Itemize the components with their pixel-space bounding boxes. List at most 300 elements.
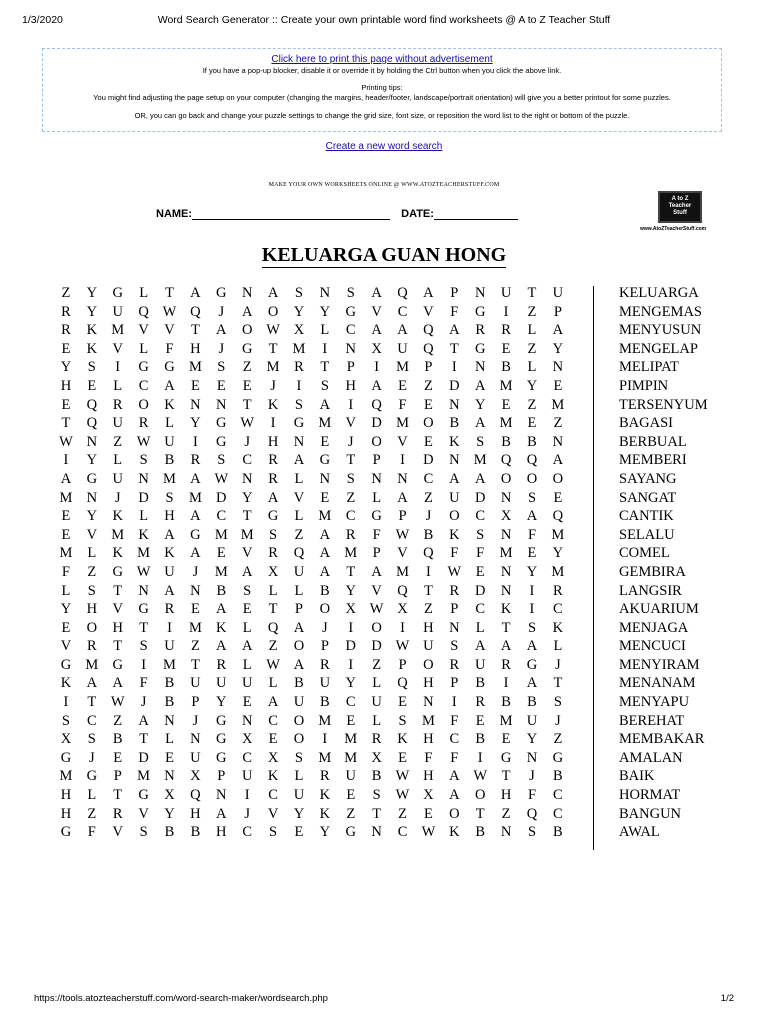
grid-row (53, 600, 571, 619)
grid-letter: G (112, 656, 123, 673)
grid-letter: H (423, 731, 434, 748)
grid-letter: H (216, 824, 227, 841)
grid-letter: H (112, 619, 123, 636)
grid-letter: L (475, 619, 485, 636)
grid-letter: C (242, 452, 253, 469)
grid-letter: O (449, 805, 460, 822)
word-list-item: MENGEMAS (619, 303, 702, 320)
grid-letter: T (501, 768, 511, 785)
grid-letter: I (270, 415, 276, 432)
grid-letter: N (293, 433, 305, 450)
word-list-item: AMALAN (619, 749, 683, 766)
grid-letter: E (268, 731, 278, 748)
grid-letter: T (553, 675, 563, 692)
grid-letter: Y (526, 563, 538, 580)
grid-letter: Y (86, 508, 98, 525)
grid-letter: Y (164, 805, 175, 822)
grid-row (53, 823, 571, 842)
grid-letter: R (268, 470, 278, 487)
name-date-row (156, 208, 526, 220)
grid-letter: K (112, 508, 123, 525)
grid-row (53, 693, 571, 712)
grid-letter: U (241, 768, 253, 785)
grid-letter: Q (293, 545, 305, 562)
grid-letter: S (476, 526, 485, 543)
grid-row (53, 433, 571, 452)
grid-letter: T (268, 601, 278, 618)
grid-letter: N (371, 824, 382, 841)
grid-letter: Z (423, 377, 433, 394)
grid-letter: N (216, 787, 227, 804)
grid-letter: B (553, 824, 563, 841)
grid-letter: M (292, 340, 306, 357)
grid-letter: A (241, 563, 253, 580)
grid-letter: S (294, 396, 303, 413)
footer-url: https://tools.atozteacherstuff.com/word-search-maker/wordsearch.php (34, 993, 328, 1004)
grid-letter: O (371, 619, 382, 636)
grid-letter: G (138, 787, 149, 804)
grid-letter: G (345, 824, 356, 841)
grid-letter: N (319, 470, 331, 487)
grid-letter: R (112, 396, 123, 413)
grid-letter: R (61, 322, 71, 339)
grid-letter: C (138, 377, 149, 394)
puzzle-title-text: KELUARGA GUAN HONG (261, 244, 507, 266)
grid-letter: W (395, 638, 410, 655)
word-list-item: TERSENYUM (619, 396, 708, 413)
grid-letter: L (139, 285, 149, 301)
grid-letter: S (217, 359, 226, 376)
grid-letter: G (164, 359, 175, 376)
word-list-item: MEMBAKAR (619, 731, 705, 748)
grid-letter: W (395, 787, 410, 804)
grid-letter: G (60, 824, 72, 841)
grid-row (53, 730, 571, 749)
grid-letter: B (320, 694, 330, 711)
grid-letter: A (293, 619, 305, 636)
grid-letter: A (293, 656, 305, 673)
grid-letter: A (86, 675, 98, 692)
grid-letter: S (165, 489, 174, 506)
grid-letter: S (527, 489, 537, 506)
grid-letter: Q (397, 285, 408, 301)
grid-row (53, 805, 571, 824)
grid-letter: M (396, 415, 409, 432)
grid-letter: V (138, 322, 149, 339)
grid-letter: W (162, 303, 177, 320)
grid-letter: A (526, 675, 538, 692)
grid-letter: J (192, 563, 199, 580)
grid-letter: G (345, 303, 356, 320)
grid-letter: W (395, 526, 410, 543)
grid-letter: F (61, 563, 70, 580)
grid-letter: Y (190, 415, 201, 432)
grid-letter: P (450, 675, 459, 692)
grid-letter: A (190, 470, 201, 487)
create-new-word-search-link[interactable] (0, 141, 768, 152)
grid-letter: H (423, 675, 434, 692)
grid-letter: U (112, 303, 123, 320)
grid-letter: H (60, 377, 72, 394)
grid-letter: M (137, 768, 151, 785)
grid-letter: C (397, 303, 408, 320)
word-list-item: PIMPIN (619, 377, 669, 394)
grid-letter: W (110, 694, 125, 711)
grid-letter: A (267, 694, 279, 711)
grid-letter: L (527, 322, 537, 339)
print-without-ads-link[interactable]: Click here to print this page without advertisement (271, 54, 493, 65)
grid-letter: U (164, 433, 175, 450)
grid-row (53, 637, 571, 656)
grid-letter: A (449, 470, 460, 487)
grid-letter: S (476, 433, 485, 450)
grid-letter: E (501, 731, 511, 748)
grid-letter: Z (501, 805, 511, 822)
grid-letter: Z (268, 638, 278, 655)
grid-letter: T (190, 322, 200, 339)
grid-letter: M (499, 545, 513, 562)
grid-letter: E (475, 563, 485, 580)
grid-letter: G (241, 340, 253, 357)
grid-letter: A (371, 563, 382, 580)
grid-letter: E (61, 340, 71, 357)
grid-letter: U (500, 285, 512, 301)
grid-letter: M (111, 322, 125, 339)
grid-letter: Z (87, 805, 97, 822)
grid-letter: J (555, 712, 561, 729)
grid-letter: L (268, 582, 278, 599)
grid-letter: F (398, 396, 407, 413)
grid-letter: C (242, 749, 253, 766)
word-list-item: BAIK (619, 768, 655, 785)
grid-letter: V (112, 340, 123, 357)
grid-letter: A (552, 322, 564, 339)
grid-letter: T (346, 563, 356, 580)
grid-letter: B (164, 452, 175, 469)
grid-letter: F (450, 712, 459, 729)
grid-letter: R (501, 656, 511, 673)
grid-letter: B (527, 694, 537, 711)
grid-letter: G (86, 768, 98, 785)
word-list-item: KELUARGA (619, 285, 699, 301)
word-list-item: AWAL (619, 824, 660, 841)
grid-letter: G (138, 601, 149, 618)
grid-letter: C (268, 787, 278, 804)
grid-letter: N (500, 563, 512, 580)
grid-letter: X (500, 508, 512, 525)
grid-letter: Z (553, 731, 563, 748)
grid-letter: H (423, 768, 434, 785)
grid-letter: W (369, 601, 384, 618)
grid-letter: M (266, 359, 280, 376)
grid-letter: E (527, 415, 537, 432)
grid-letter: F (527, 787, 537, 804)
grid-letter: M (111, 526, 125, 543)
grid-letter: Y (216, 694, 227, 711)
grid-letter: S (139, 638, 148, 655)
name-label: NAME: (156, 208, 193, 220)
grid-letter: U (397, 340, 408, 357)
grid-letter: E (61, 508, 71, 525)
grid-letter: M (499, 712, 513, 729)
grid-letter: H (267, 433, 279, 450)
grid-letter: I (529, 601, 535, 618)
grid-letter: B (475, 731, 486, 748)
grid-letter: A (164, 582, 175, 599)
printing-tips-text: You might find adjusting the page setup on your computer (changing the margins, header/footer, landscape/portrait orientation) will give you a better printout for some puzzles. (93, 93, 671, 102)
grid-letter: Z (294, 526, 304, 543)
grid-letter: O (526, 470, 538, 487)
grid-letter: Y (86, 303, 98, 320)
grid-letter: B (501, 694, 511, 711)
grid-letter: M (473, 452, 487, 469)
grid-letter: O (423, 656, 434, 673)
print-header (0, 14, 768, 30)
grid-letter: V (138, 805, 149, 822)
grid-letter: U (112, 415, 123, 432)
grid-letter: X (164, 787, 175, 804)
grid-letter: P (398, 508, 407, 525)
grid-letter: E (61, 619, 71, 636)
grid-letter: V (112, 601, 123, 618)
grid-letter: F (476, 545, 485, 562)
grid-row (53, 619, 571, 638)
grid-letter: R (164, 601, 175, 618)
grid-letter: N (138, 582, 149, 599)
grid-letter: E (553, 489, 563, 506)
grid-letter: B (190, 824, 201, 841)
grid-letter: P (217, 768, 226, 785)
grid-letter: R (345, 526, 356, 543)
grid-letter: U (345, 768, 356, 785)
grid-letter: B (475, 824, 486, 841)
grid-row (53, 284, 571, 303)
grid-row (53, 396, 571, 415)
grid-letter: D (138, 489, 149, 506)
grid-letter: V (371, 303, 382, 320)
grid-letter: F (450, 545, 459, 562)
grid-letter: P (113, 768, 122, 785)
grid-letter: R (475, 322, 486, 339)
grid-letter: L (139, 508, 149, 525)
grid-letter: N (241, 285, 253, 301)
grid-letter: I (322, 731, 328, 748)
grid-letter: S (553, 694, 562, 711)
grid-letter: M (344, 749, 358, 766)
grid-letter: T (113, 582, 123, 599)
grid-row (53, 656, 571, 675)
grid-letter: P (346, 359, 355, 376)
grid-letter: A (216, 638, 227, 655)
grid-letter: Y (293, 303, 305, 320)
grid-letter: A (449, 768, 460, 785)
footer-page-number: 1/2 (720, 993, 734, 1004)
grid-letter: D (449, 377, 460, 394)
grid-letter: A (474, 638, 486, 655)
grid-letter: G (552, 749, 564, 766)
word-list-item: CANTIK (619, 508, 674, 525)
grid-letter: F (450, 303, 459, 320)
grid-letter: O (267, 303, 279, 320)
grid-letter: B (164, 824, 175, 841)
grid-letter: W (136, 433, 151, 450)
grid-letter: P (553, 303, 562, 320)
grid-letter: X (397, 601, 408, 618)
grid-letter: L (294, 768, 304, 785)
grid-letter: E (346, 787, 356, 804)
grid-letter: G (138, 359, 149, 376)
grid-letter: C (475, 601, 486, 618)
grid-letter: X (267, 749, 279, 766)
grid-letter: C (553, 601, 563, 618)
grid-letter: I (322, 340, 328, 357)
word-list-item: BERBUAL (619, 433, 687, 450)
grid-letter: K (112, 545, 123, 562)
grid-row (53, 582, 571, 601)
grid-letter: R (61, 303, 71, 320)
grid-letter: P (320, 638, 329, 655)
grid-letter: G (319, 452, 331, 469)
word-list-item: SAYANG (619, 470, 677, 487)
grid-letter: N (241, 712, 253, 729)
grid-letter: T (423, 582, 433, 599)
grid-letter: D (345, 638, 356, 655)
word-list-item: MENJAGA (619, 619, 689, 636)
grid-letter: M (137, 545, 151, 562)
grid-letter: O (552, 470, 564, 487)
grid-letter: E (242, 601, 252, 618)
grid-letter: M (85, 656, 99, 673)
grid-letter: N (319, 285, 331, 301)
grid-letter: Z (346, 805, 356, 822)
grid-letter: P (372, 545, 381, 562)
grid-letter: C (345, 322, 356, 339)
make-worksheets-text: MAKE YOUR OWN WORKSHEETS ONLINE @ WWW.ATOZTEACHERSTUFF.COM (268, 182, 500, 188)
popup-blocker-note: If you have a pop-up blocker, disable it or override it by holding the Ctrl button when you click the above link. (202, 66, 562, 75)
grid-letter: Q (423, 322, 434, 339)
grid-letter: G (216, 433, 227, 450)
grid-letter: N (449, 452, 460, 469)
grid-letter: V (345, 415, 356, 432)
grid-letter: M (163, 470, 176, 487)
grid-letter: H (60, 805, 72, 822)
grid-letter: K (449, 526, 460, 543)
grid-letter: U (371, 694, 382, 711)
grid-letter: N (500, 824, 512, 841)
word-list-item: MENYIRAM (619, 656, 700, 673)
grid-letter: E (190, 377, 200, 394)
grid-letter: Q (397, 675, 408, 692)
grid-letter: Z (87, 563, 97, 580)
grid-letter: R (320, 656, 330, 673)
grid-letter: H (190, 340, 201, 357)
grid-letter: I (348, 396, 354, 413)
word-list-item: MEMBERI (619, 452, 687, 469)
grid-letter: M (188, 359, 202, 376)
grid-letter: D (474, 489, 486, 506)
grid-letter: P (450, 601, 459, 618)
grid-letter: V (112, 824, 123, 841)
grid-letter: A (241, 303, 253, 320)
grid-letter: J (529, 768, 535, 785)
grid-letter: O (449, 508, 460, 525)
grid-letter: U (474, 656, 486, 673)
grid-letter: X (371, 340, 382, 357)
grid-letter: E (87, 377, 97, 394)
grid-letter: K (216, 619, 227, 636)
grid-letter: G (293, 415, 305, 432)
grid-row (53, 563, 571, 582)
grid-letter: F (450, 749, 459, 766)
grid-letter: T (242, 508, 252, 525)
grid-letter: B (475, 675, 486, 692)
grid-letter: Y (552, 340, 564, 357)
grid-letter: I (503, 675, 509, 692)
grid-letter: E (501, 340, 511, 357)
grid-letter: T (320, 359, 330, 376)
grid-letter: J (114, 489, 121, 506)
grid-letter: L (165, 415, 174, 432)
grid-letter: Z (527, 303, 537, 320)
grid-letter: I (451, 359, 457, 376)
grid-letter: I (425, 563, 431, 580)
grid-letter: U (293, 563, 305, 580)
grid-letter: N (216, 396, 227, 413)
print-footer (0, 993, 768, 1007)
grid-letter: A (319, 396, 331, 413)
grid-letter: U (552, 285, 564, 301)
grid-letter: X (267, 563, 279, 580)
grid-letter: E (398, 749, 407, 766)
word-list-item: MENGELAP (619, 340, 698, 357)
grid-letter: R (268, 452, 278, 469)
grid-letter: N (138, 470, 149, 487)
grid-letter: N (500, 489, 512, 506)
grid-letter: A (216, 601, 227, 618)
grid-letter: A (474, 377, 486, 394)
create-link-text[interactable]: Create a new word search (325, 141, 443, 152)
grid-letter: G (500, 749, 512, 766)
grid-letter: C (345, 508, 356, 525)
grid-letter: I (192, 433, 198, 450)
grid-letter: E (320, 433, 330, 450)
grid-letter: W (395, 768, 410, 785)
grid-letter: B (112, 731, 123, 748)
grid-letter: A (371, 285, 382, 301)
grid-letter: U (293, 787, 305, 804)
grid-letter: M (499, 415, 513, 432)
grid-letter: T (61, 415, 71, 432)
grid-letter: F (527, 526, 537, 543)
grid-letter: T (165, 285, 174, 301)
grid-letter: T (449, 340, 459, 357)
grid-letter: R (553, 582, 563, 599)
grid-letter: K (86, 340, 98, 357)
grid-letter: I (374, 359, 380, 376)
grid-letter: P (372, 452, 381, 469)
grid-letter: S (294, 285, 303, 301)
word-list-item: MENANAM (619, 675, 696, 692)
logo-line-2: Teacher (668, 203, 692, 209)
grid-row (53, 489, 571, 508)
grid-letter: U (526, 712, 538, 729)
grid-letter: T (190, 656, 200, 673)
grid-letter: C (397, 824, 408, 841)
grid-letter: R (475, 694, 486, 711)
grid-letter: I (348, 656, 354, 673)
grid-letter: J (89, 749, 95, 766)
grid-letter: S (269, 526, 278, 543)
